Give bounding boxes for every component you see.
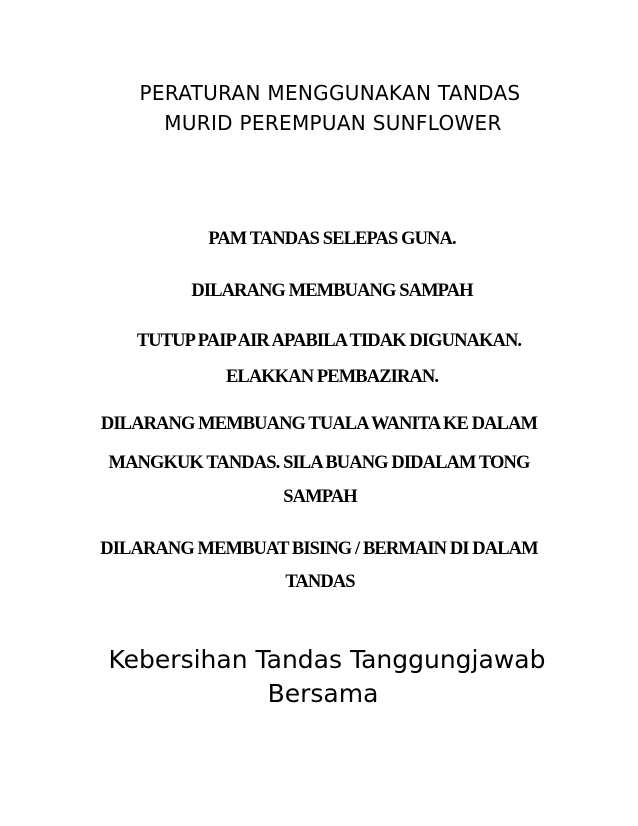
rule-line-3: TUTUP PAIP AIR APABILA TIDAK DIGUNAKAN. (136, 331, 522, 351)
rule-line-4: ELAKKAN PEMBAZIRAN. (225, 367, 439, 387)
footer-slogan-line-1: Kebersihan Tandas Tanggungjawab (108, 645, 546, 674)
document-title-line-1: PERATURAN MENGGUNAKAN TANDAS (139, 81, 521, 105)
rule-line-9: TANDAS (285, 572, 355, 592)
rule-line-2: DILARANG MEMBUANG SAMPAH (191, 281, 473, 301)
rule-line-7: SAMPAH (283, 487, 357, 507)
rule-line-6: MANGKUK TANDAS. SILA BUANG DIDALAM TONG (108, 453, 530, 473)
document-title-line-2: MURID PEREMPUAN SUNFLOWER (164, 111, 502, 135)
rule-line-1: PAM TANDAS SELEPAS GUNA. (208, 229, 456, 249)
rule-line-5: DILARANG MEMBUANG TUALA WANITA KE DALAM (100, 414, 538, 434)
footer-slogan-line-2: Bersama (267, 679, 379, 708)
rule-line-8: DILARANG MEMBUAT BISING / BERMAIN DI DALAM (100, 539, 538, 559)
